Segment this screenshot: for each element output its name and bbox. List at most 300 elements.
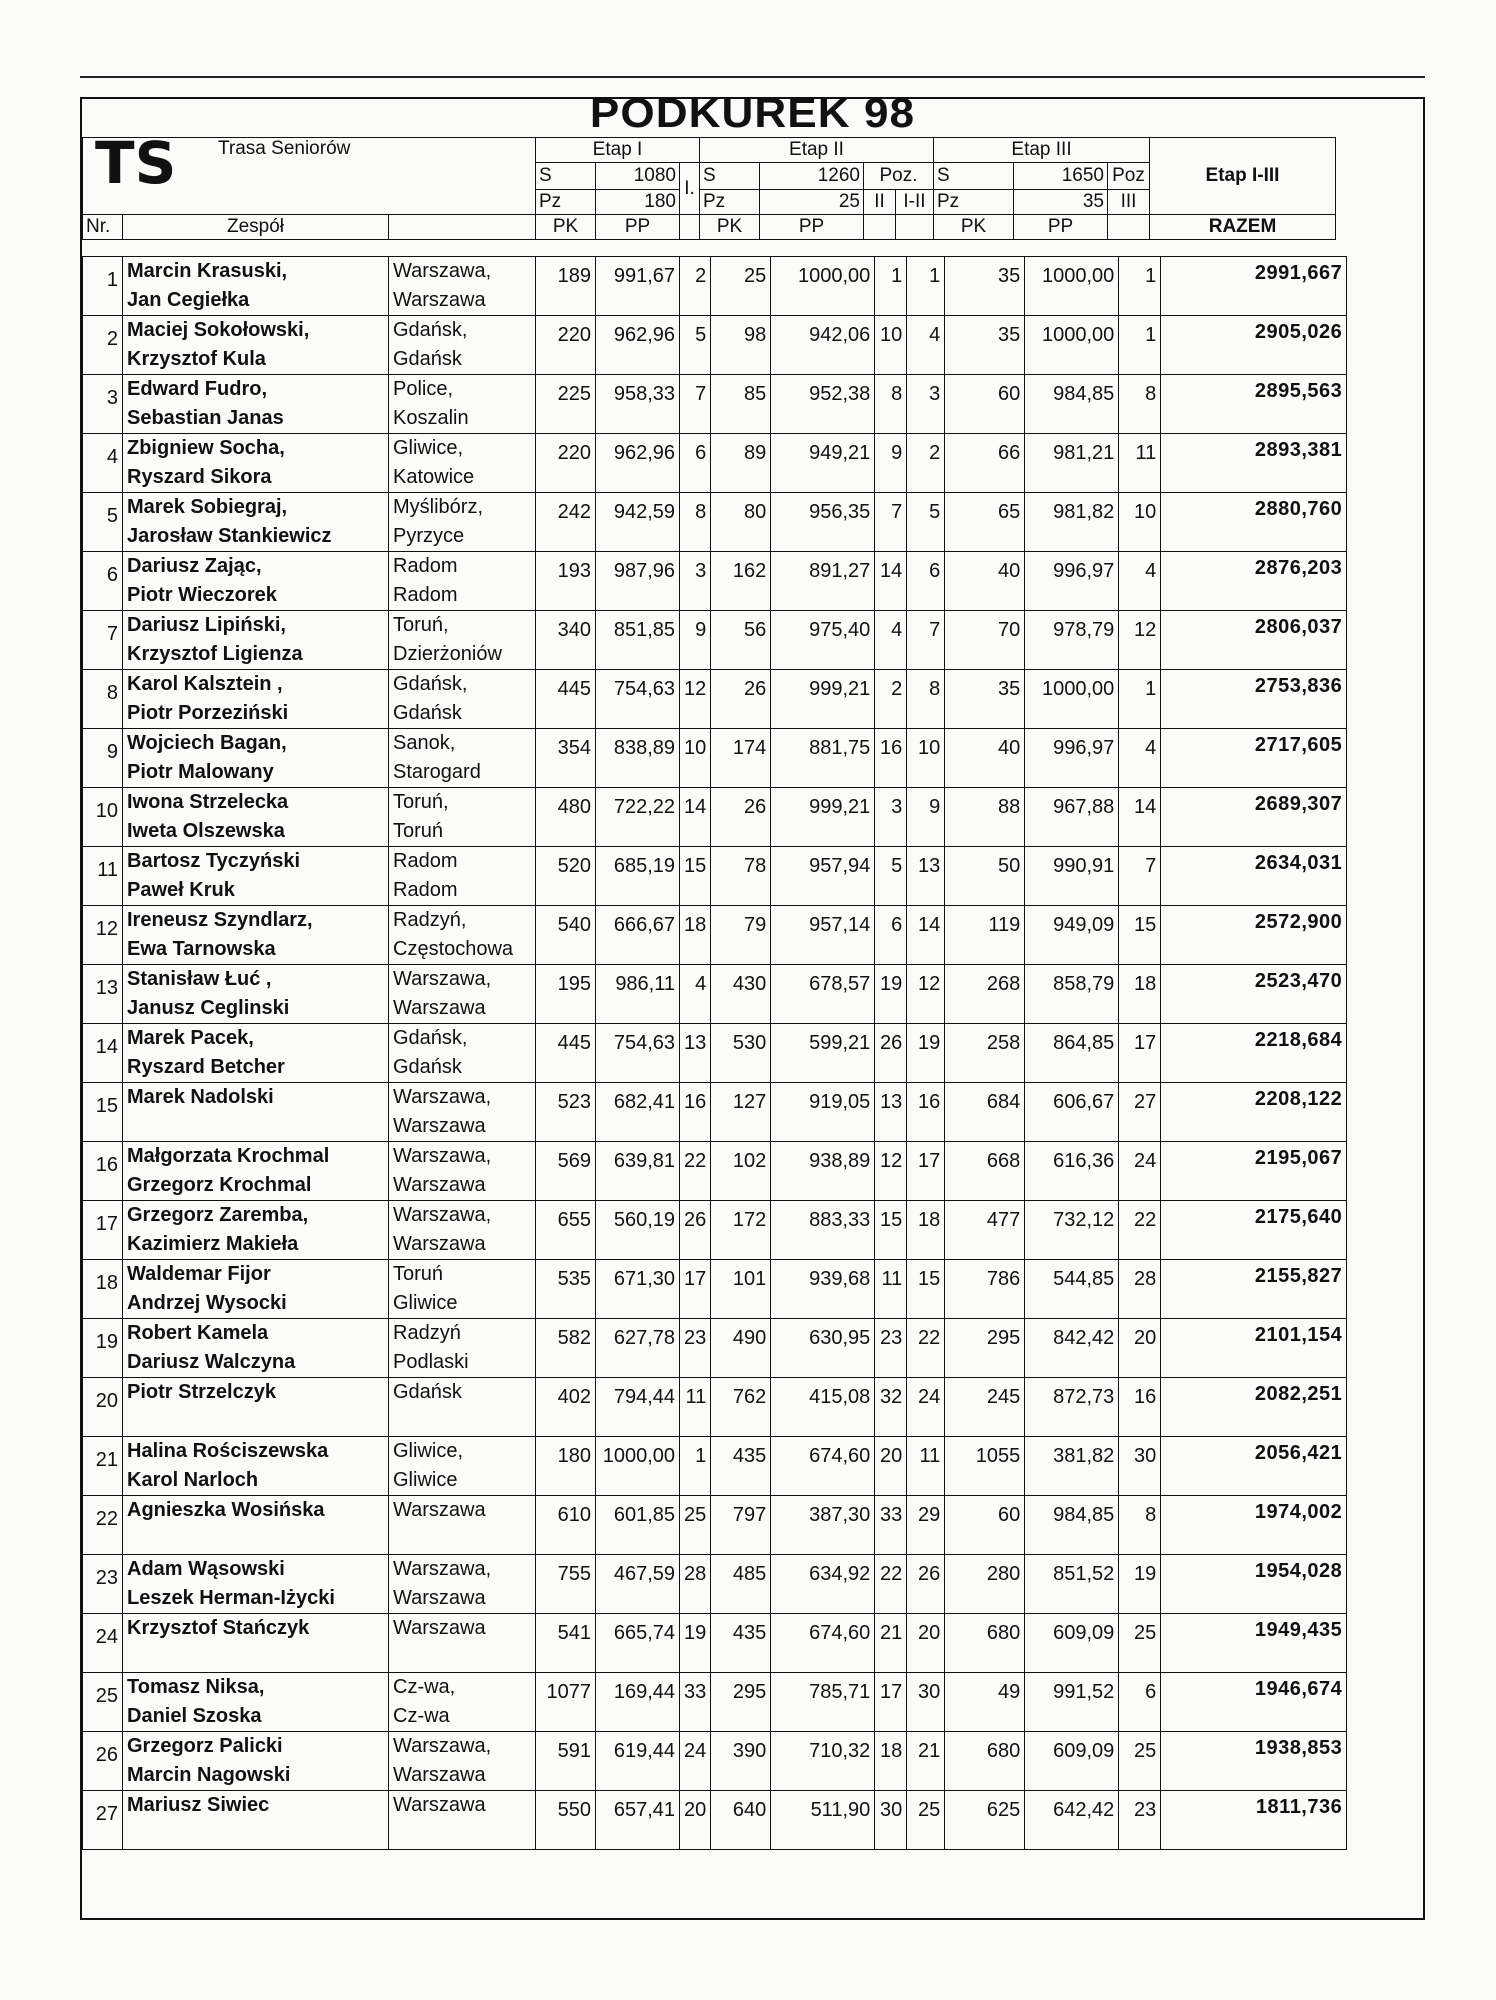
- stage3-position: 4: [1119, 552, 1161, 611]
- team-city: Warszawa: [393, 1617, 486, 1639]
- total-points: 2753,836: [1161, 670, 1347, 729]
- team-cities: [389, 729, 536, 788]
- stage1-pk: 520: [536, 847, 596, 906]
- total-points: 2195,067: [1161, 1142, 1347, 1201]
- table-row: [83, 670, 1347, 729]
- stage2-position: 23: [875, 1319, 907, 1378]
- pk3-header: PK: [934, 215, 1014, 240]
- stage1-pp: 851,85: [596, 611, 680, 670]
- stage3-position: 6: [1119, 1673, 1161, 1732]
- table-row: [83, 375, 1347, 434]
- team-names: [123, 552, 389, 611]
- stage3-position: 30: [1119, 1437, 1161, 1496]
- stage3-pp: 858,79: [1025, 965, 1119, 1024]
- stage1-position: 18: [680, 906, 711, 965]
- stage1-pp: 1000,00: [596, 1437, 680, 1496]
- team-city: Radom: [393, 879, 458, 901]
- team-city: Warszawa: [393, 997, 486, 1019]
- stage3-pp: 967,88: [1025, 788, 1119, 847]
- stage1-position: 8: [680, 493, 711, 552]
- row-number: 18: [83, 1260, 123, 1319]
- stage3-pp: 732,12: [1025, 1201, 1119, 1260]
- row-number: 2: [83, 316, 123, 375]
- team-names: [123, 434, 389, 493]
- team-member: Grzegorz Krochmal: [127, 1174, 312, 1196]
- team-names: [123, 847, 389, 906]
- team-city: Radzyń: [393, 1322, 461, 1344]
- team-member: Ryszard Sikora: [127, 466, 272, 488]
- stage3-pk: 786: [945, 1260, 1025, 1319]
- team-names: [123, 670, 389, 729]
- team-cities: [389, 1024, 536, 1083]
- table-row: [83, 1732, 1347, 1791]
- stage1-pk: 402: [536, 1378, 596, 1437]
- team-member: Janusz Ceglinski: [127, 997, 290, 1019]
- stage2-position: 26: [875, 1024, 907, 1083]
- row-number: 24: [83, 1614, 123, 1673]
- stage1-pk: 755: [536, 1555, 596, 1614]
- table-row: [83, 1496, 1347, 1555]
- stage2-pk: 762: [711, 1378, 771, 1437]
- team-city: Dzierżoniów: [393, 643, 502, 665]
- stage3-pp: 381,82: [1025, 1437, 1119, 1496]
- team-member: Sebastian Janas: [127, 407, 284, 429]
- total-points: 2905,026: [1161, 316, 1347, 375]
- team-names: [123, 1555, 389, 1614]
- row-number: 26: [83, 1732, 123, 1791]
- stage1-position: 10: [680, 729, 711, 788]
- stage2-pp: 919,05: [771, 1083, 875, 1142]
- stage3-pk: 40: [945, 552, 1025, 611]
- category-code: TS: [95, 129, 177, 197]
- stage3-pk: 60: [945, 375, 1025, 434]
- team-city: Warszawa,: [393, 1204, 492, 1226]
- total-points: 1974,002: [1161, 1496, 1347, 1555]
- stage3-pk: 680: [945, 1614, 1025, 1673]
- row-number: 25: [83, 1673, 123, 1732]
- stage3-position: 28: [1119, 1260, 1161, 1319]
- stage1-position: 13: [680, 1024, 711, 1083]
- stage1-pk: 523: [536, 1083, 596, 1142]
- stage2-pp: 630,95: [771, 1319, 875, 1378]
- total-points: 2634,031: [1161, 847, 1347, 906]
- team-cities: [389, 1083, 536, 1142]
- stage1-pk: 591: [536, 1732, 596, 1791]
- stage2-pk: 127: [711, 1083, 771, 1142]
- team-names: [123, 1614, 389, 1673]
- table-row: [83, 788, 1347, 847]
- team-member: Dariusz Zając,: [127, 555, 262, 577]
- stage2-pk: 530: [711, 1024, 771, 1083]
- s1-label: S: [536, 163, 596, 190]
- stage1-position: 2: [680, 257, 711, 316]
- stage1-pk: 195: [536, 965, 596, 1024]
- team-member: Piotr Malowany: [127, 761, 274, 783]
- stage2-position: 18: [875, 1732, 907, 1791]
- stage2-pp: 511,90: [771, 1791, 875, 1850]
- team-member: Piotr Wieczorek: [127, 584, 277, 606]
- stage2-pp: 710,32: [771, 1732, 875, 1791]
- team-member: Tomasz Niksa,: [127, 1676, 265, 1698]
- stage1-pk: 242: [536, 493, 596, 552]
- stage3-pk: 65: [945, 493, 1025, 552]
- stage3-pp: 872,73: [1025, 1378, 1119, 1437]
- team-member: Marcin Krasuski,: [127, 260, 288, 282]
- stage3-pp: 991,52: [1025, 1673, 1119, 1732]
- stage1-pp: 794,44: [596, 1378, 680, 1437]
- team-city: Warszawa: [393, 1587, 486, 1609]
- team-city: Police,: [393, 378, 454, 400]
- team-member: Jarosław Stankiewicz: [127, 525, 332, 547]
- stage3-position: 16: [1119, 1378, 1161, 1437]
- total-points: 1938,853: [1161, 1732, 1347, 1791]
- row-number: 23: [83, 1555, 123, 1614]
- stage2-position: 1: [875, 257, 907, 316]
- stage2-header: Etap II: [700, 138, 934, 163]
- team-city: Pyrzyce: [393, 525, 465, 547]
- stage1-pk: 480: [536, 788, 596, 847]
- stage1-pp: 754,63: [596, 670, 680, 729]
- stage2-position: 11: [875, 1260, 907, 1319]
- stage2-position: 4: [875, 611, 907, 670]
- team-city: Warszawa: [393, 1233, 486, 1255]
- stage1-pk: 655: [536, 1201, 596, 1260]
- table-row: [83, 1378, 1347, 1437]
- stage1-pk: 569: [536, 1142, 596, 1201]
- total-points: 2895,563: [1161, 375, 1347, 434]
- stage1-pp: 639,81: [596, 1142, 680, 1201]
- top-rule: [80, 76, 1425, 78]
- team-cities: [389, 1673, 536, 1732]
- stage1-position: 17: [680, 1260, 711, 1319]
- stage1-position: 24: [680, 1732, 711, 1791]
- pp2-header: PP: [760, 215, 864, 240]
- stage2-pk: 435: [711, 1614, 771, 1673]
- stage1-2-position: 9: [907, 788, 945, 847]
- route-label: Trasa Seniorów: [218, 138, 351, 159]
- stage2-position: 9: [875, 434, 907, 493]
- pos2-label: II: [864, 190, 896, 215]
- table-row: [83, 1437, 1347, 1496]
- team-names: [123, 1083, 389, 1142]
- stage1-pk: 582: [536, 1319, 596, 1378]
- stage3-pk: 245: [945, 1378, 1025, 1437]
- stage2-position: 32: [875, 1378, 907, 1437]
- team-member: Ryszard Betcher: [127, 1056, 285, 1078]
- row-number: 20: [83, 1378, 123, 1437]
- table-row: [83, 552, 1347, 611]
- stage1-header: Etap I: [536, 138, 700, 163]
- stage2-pp: 938,89: [771, 1142, 875, 1201]
- pp1-header: PP: [596, 215, 680, 240]
- team-city: Gdańsk,: [393, 1027, 468, 1049]
- stage1-position: 26: [680, 1201, 711, 1260]
- team-cities: [389, 1555, 536, 1614]
- stage2-position: 5: [875, 847, 907, 906]
- stage3-pp: 1000,00: [1025, 257, 1119, 316]
- row-number: 19: [83, 1319, 123, 1378]
- stage1-pk: 189: [536, 257, 596, 316]
- table-row: [83, 847, 1347, 906]
- stage2-pk: 79: [711, 906, 771, 965]
- team-names: [123, 1024, 389, 1083]
- stage2-pk: 89: [711, 434, 771, 493]
- stage1-2-position: 10: [907, 729, 945, 788]
- stage1-pk: 340: [536, 611, 596, 670]
- row-number: 6: [83, 552, 123, 611]
- stage2-pk: 26: [711, 670, 771, 729]
- team-cities: [389, 1260, 536, 1319]
- stage2-pp: 891,27: [771, 552, 875, 611]
- stage2-pp: 999,21: [771, 670, 875, 729]
- team-city: Cz-wa,: [393, 1676, 456, 1698]
- stage3-pk: 295: [945, 1319, 1025, 1378]
- stage3-position: 22: [1119, 1201, 1161, 1260]
- table-row: [83, 1319, 1347, 1378]
- stage1-2-position: 11: [907, 1437, 945, 1496]
- stage1-pp: 671,30: [596, 1260, 680, 1319]
- stage2-pk: 430: [711, 965, 771, 1024]
- stage1-position: 23: [680, 1319, 711, 1378]
- stage3-pk: 35: [945, 316, 1025, 375]
- stage2-pp: 674,60: [771, 1614, 875, 1673]
- stage3-pk: 625: [945, 1791, 1025, 1850]
- team-city: Gliwice: [393, 1469, 458, 1491]
- team-cities: [389, 493, 536, 552]
- stage3-position: 18: [1119, 965, 1161, 1024]
- stage1-position: 7: [680, 375, 711, 434]
- stage2-pp: 999,21: [771, 788, 875, 847]
- team-city: Warszawa: [393, 289, 486, 311]
- team-city: Gdańsk: [393, 702, 462, 724]
- table-row: [83, 257, 1347, 316]
- stage3-position: 24: [1119, 1142, 1161, 1201]
- stage3-pk: 35: [945, 670, 1025, 729]
- team-member: Grzegorz Palicki: [127, 1735, 283, 1757]
- stage2-pk: 85: [711, 375, 771, 434]
- stage3-pk: 280: [945, 1555, 1025, 1614]
- stage3-pp: 544,85: [1025, 1260, 1119, 1319]
- stage2-pp: 678,57: [771, 965, 875, 1024]
- stage3-position: 4: [1119, 729, 1161, 788]
- stage1-2-position: 4: [907, 316, 945, 375]
- pp3-header: PP: [1014, 215, 1108, 240]
- team-cities: [389, 788, 536, 847]
- team-member: Marcin Nagowski: [127, 1764, 291, 1786]
- stage2-position: 20: [875, 1437, 907, 1496]
- total-points: 2218,684: [1161, 1024, 1347, 1083]
- stage1-position: 25: [680, 1496, 711, 1555]
- row-number: 9: [83, 729, 123, 788]
- stage2-position: 22: [875, 1555, 907, 1614]
- stage2-pk: 56: [711, 611, 771, 670]
- total-points: 2717,605: [1161, 729, 1347, 788]
- header-table: [82, 129, 1336, 240]
- stage1-position: 33: [680, 1673, 711, 1732]
- pz1-value: 180: [596, 190, 680, 215]
- stage3-pk: 40: [945, 729, 1025, 788]
- stage3-position: 10: [1119, 493, 1161, 552]
- stage2-pp: 599,21: [771, 1024, 875, 1083]
- team-names: [123, 1496, 389, 1555]
- team-cities: [389, 257, 536, 316]
- team-member: Zbigniew Socha,: [127, 437, 285, 459]
- stage3-pk: 268: [945, 965, 1025, 1024]
- stage1-pp: 601,85: [596, 1496, 680, 1555]
- team-member: Grzegorz Zaremba,: [127, 1204, 309, 1226]
- team-names: [123, 1142, 389, 1201]
- stage2-pk: 797: [711, 1496, 771, 1555]
- pz3-value: 35: [1014, 190, 1108, 215]
- team-member: Dariusz Lipiński,: [127, 614, 286, 636]
- stage3-pp: 1000,00: [1025, 670, 1119, 729]
- team-member: Ewa Tarnowska: [127, 938, 276, 960]
- table-row: [83, 729, 1347, 788]
- table-row: [83, 1260, 1347, 1319]
- team-city: Gliwice,: [393, 1440, 464, 1462]
- stage3-position: 12: [1119, 611, 1161, 670]
- stage1-2-position: 24: [907, 1378, 945, 1437]
- stage1-2-position: 25: [907, 1791, 945, 1850]
- stage1-position: 22: [680, 1142, 711, 1201]
- stage3-pk: 684: [945, 1083, 1025, 1142]
- results-sheet: [80, 89, 1425, 1920]
- stage3-pp: 1000,00: [1025, 316, 1119, 375]
- stage1-pk: 445: [536, 1024, 596, 1083]
- stage1-2-position: 12: [907, 965, 945, 1024]
- s3-label: S: [934, 163, 1014, 190]
- table-row: [83, 493, 1347, 552]
- team-city: Gdańsk: [393, 348, 462, 370]
- stage3-pp: 616,36: [1025, 1142, 1119, 1201]
- stage1-pk: 610: [536, 1496, 596, 1555]
- stage1-position: 1: [680, 1437, 711, 1496]
- stage1-pp: 467,59: [596, 1555, 680, 1614]
- stage1-pp: 657,41: [596, 1791, 680, 1850]
- team-city: Warszawa,: [393, 1735, 492, 1757]
- row-number: 1: [83, 257, 123, 316]
- total-points: 2806,037: [1161, 611, 1347, 670]
- stage3-position: 1: [1119, 670, 1161, 729]
- stage3-pp: 609,09: [1025, 1614, 1119, 1673]
- table-row: [83, 1142, 1347, 1201]
- total-points: 2208,122: [1161, 1083, 1347, 1142]
- stage3-pp: 606,67: [1025, 1083, 1119, 1142]
- stage3-position: 17: [1119, 1024, 1161, 1083]
- team-city: Warszawa: [393, 1794, 486, 1816]
- stage3-position: 7: [1119, 847, 1161, 906]
- team-cities: [389, 847, 536, 906]
- stage1-pp: 169,44: [596, 1673, 680, 1732]
- total-points: 2991,667: [1161, 257, 1347, 316]
- row-number: 12: [83, 906, 123, 965]
- stage2-position: 3: [875, 788, 907, 847]
- row-number: 27: [83, 1791, 123, 1850]
- total-points: 2876,203: [1161, 552, 1347, 611]
- stage1-2-position: 15: [907, 1260, 945, 1319]
- team-member: Piotr Porzeziński: [127, 702, 289, 724]
- team-city: Koszalin: [393, 407, 469, 429]
- stage2-pp: 883,33: [771, 1201, 875, 1260]
- team-names: [123, 1673, 389, 1732]
- row-number: 22: [83, 1496, 123, 1555]
- poz2-label: Poz.: [864, 163, 934, 190]
- team-names: [123, 906, 389, 965]
- total-points: 2056,421: [1161, 1437, 1347, 1496]
- team-member: Krzysztof Stańczyk: [127, 1617, 310, 1639]
- stage2-pk: 390: [711, 1732, 771, 1791]
- stage3-pp: 981,82: [1025, 493, 1119, 552]
- stage2-position: 17: [875, 1673, 907, 1732]
- results-table: [82, 256, 1347, 1850]
- stage3-pk: 35: [945, 257, 1025, 316]
- total-points: 2572,900: [1161, 906, 1347, 965]
- stage3-position: 15: [1119, 906, 1161, 965]
- team-city: Gdańsk,: [393, 319, 468, 341]
- team-names: [123, 1791, 389, 1850]
- stage3-position: 8: [1119, 1496, 1161, 1555]
- total-points: 2893,381: [1161, 434, 1347, 493]
- total-points: 2175,640: [1161, 1201, 1347, 1260]
- stage2-pk: 78: [711, 847, 771, 906]
- row-number: 13: [83, 965, 123, 1024]
- stage1-pp: 627,78: [596, 1319, 680, 1378]
- stage2-pp: 1000,00: [771, 257, 875, 316]
- row-number: 16: [83, 1142, 123, 1201]
- team-member: Krzysztof Kula: [127, 348, 266, 370]
- stage2-position: 33: [875, 1496, 907, 1555]
- stage1-pp: 685,19: [596, 847, 680, 906]
- stage1-position: 4: [680, 965, 711, 1024]
- team-city: Gliwice,: [393, 437, 464, 459]
- stage3-pp: 990,91: [1025, 847, 1119, 906]
- stage2-pp: 881,75: [771, 729, 875, 788]
- team-member: Jan Cegiełka: [127, 289, 250, 311]
- pz3-label: Pz: [934, 190, 1014, 215]
- stage1-pk: 220: [536, 434, 596, 493]
- team-member: Maciej Sokołowski,: [127, 319, 310, 341]
- team-city: Podlaski: [393, 1351, 469, 1373]
- team-cities: [389, 1319, 536, 1378]
- stage3-position: 1: [1119, 257, 1161, 316]
- stage1-pk: 193: [536, 552, 596, 611]
- stage1-2-position: 19: [907, 1024, 945, 1083]
- stage1-pk: 225: [536, 375, 596, 434]
- stage2-pp: 957,94: [771, 847, 875, 906]
- stage1-2-position: 30: [907, 1673, 945, 1732]
- row-number: 21: [83, 1437, 123, 1496]
- stage2-pp: 785,71: [771, 1673, 875, 1732]
- stage1-position: 5: [680, 316, 711, 375]
- team-names: [123, 729, 389, 788]
- total-points: 2689,307: [1161, 788, 1347, 847]
- team-city: Katowice: [393, 466, 475, 488]
- team-city: Radom: [393, 555, 458, 577]
- stage2-pp: 634,92: [771, 1555, 875, 1614]
- stage2-pp: 975,40: [771, 611, 875, 670]
- stage1-2-position: 29: [907, 1496, 945, 1555]
- team-header: Zespół: [123, 215, 389, 240]
- stage1-pk: 220: [536, 316, 596, 375]
- team-cities: [389, 1378, 536, 1437]
- row-number: 7: [83, 611, 123, 670]
- team-city: Warszawa: [393, 1499, 486, 1521]
- stage3-pk: 680: [945, 1732, 1025, 1791]
- team-member: Iwona Strzelecka: [127, 791, 289, 813]
- stage2-pk: 162: [711, 552, 771, 611]
- team-cities: [389, 1791, 536, 1850]
- team-names: [123, 257, 389, 316]
